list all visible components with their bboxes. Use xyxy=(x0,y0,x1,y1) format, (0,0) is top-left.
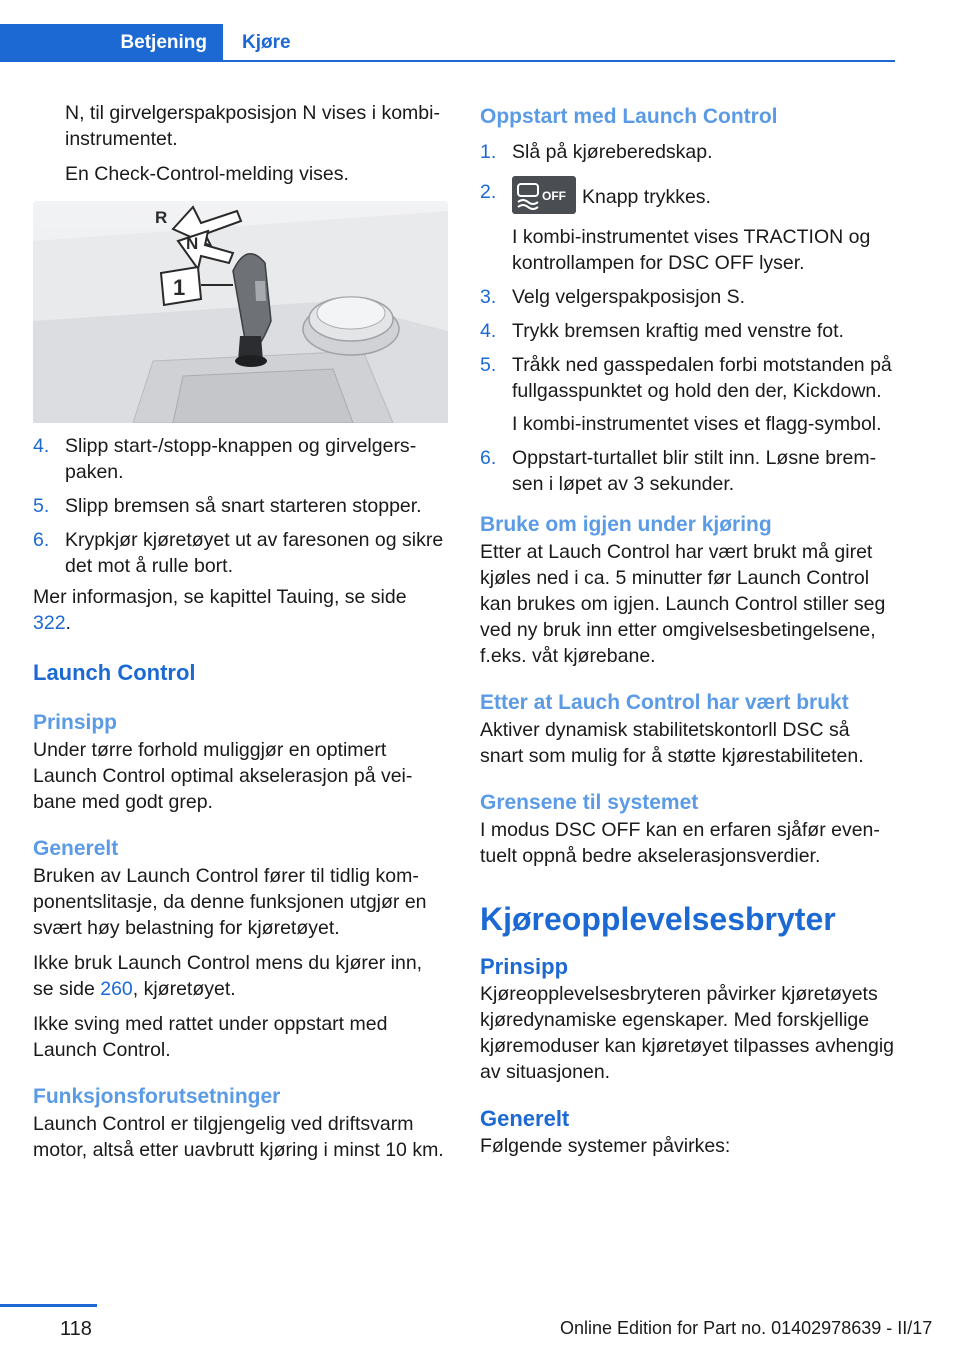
heading-funksjonsforutsetninger: Funksjonsforutsetninger xyxy=(33,1085,281,1108)
prinsipp-paragraph-2: Kjøreopplevelsesbryteren påvirker kjøretøyets kjøredynamiske egenskaper. Med forskjellige kjøremoduser kan kjøretøyet tilpasses avhengig av situasjonen. xyxy=(480,983,895,1083)
generelt-paragraph-right: Følgende systemer påvirkes: xyxy=(480,1135,731,1157)
list-item xyxy=(33,433,448,485)
step-number: 5. xyxy=(480,354,497,376)
step-number: 5. xyxy=(33,495,50,517)
prinsipp-paragraph: Under tørre forhold muliggjør en optimert Launch Control optimal akselerasjon på veibane med godt grep. xyxy=(33,739,413,813)
tab-betjening[interactable] xyxy=(0,24,223,62)
generelt-paragraph-3: Ikke sving med rattet under oppstart med Launch Control. xyxy=(33,1013,388,1061)
list-item xyxy=(33,493,448,519)
bruke-paragraph: Etter at Lauch Control har vært brukt må giret kjøles ned i ca. 5 minutter før Launch Control kan brukes om igjen. Launch Control stiller seg ved ny bruk inn etter omgivelsesbetingelsene, f.eks. våt kjørebane. xyxy=(480,541,886,667)
heading-prinsipp-2: Prinsipp xyxy=(480,954,569,979)
grensene-paragraph: I modus DSC OFF kan en erfaren sjåfør eventuelt oppnå bedre akselerasjonsverdier. xyxy=(480,819,880,867)
more-info-text: Mer informasjon, se kapittel Tauing, se side xyxy=(33,586,407,608)
list-item xyxy=(480,139,895,165)
callout-r: R xyxy=(155,208,168,227)
steps-list-right xyxy=(480,139,895,497)
etter-paragraph: Aktiver dynamisk stabilitetskontorll DSC så snart som mulig for å støtte kjørestabiliteten. xyxy=(480,719,864,767)
funksjon-paragraph: Launch Control er tilgjengelig ved driftsvarm motor, altså etter uavbrutt kjøring i minst 10 km. xyxy=(33,1113,444,1161)
step-text: Tråkk ned gasspedalen forbi motstanden på fullgasspunktet og hold den der, Kickdown. xyxy=(512,354,892,402)
step-number: 1. xyxy=(480,141,497,163)
step-text: Trykk bremsen kraftig med venstre fot. xyxy=(512,320,844,342)
list-item xyxy=(480,284,895,310)
gear-selector-illustration xyxy=(33,201,448,423)
tab-kjore-label: Kjøre xyxy=(242,32,291,53)
step-text: I kombi-instrumentet vises et flagg-symbol. xyxy=(512,413,882,435)
heading-prinsipp: Prinsipp xyxy=(33,711,118,734)
right-column xyxy=(480,100,895,1159)
heading-generelt-2: Generelt xyxy=(480,1106,570,1131)
page-link-322[interactable]: 322 xyxy=(33,612,66,634)
list-item xyxy=(480,179,895,276)
list-item xyxy=(480,352,895,437)
dsc-off-label: OFF xyxy=(542,189,566,203)
generelt-paragraph-2 xyxy=(33,950,448,1002)
step-number: 6. xyxy=(480,447,497,469)
left-column xyxy=(33,100,448,1163)
step-text: I kombi-instrumentet vises TRACTION og kontrollampen for DSC OFF lyser. xyxy=(512,226,871,274)
dsc-off-button-icon xyxy=(512,176,576,214)
heading-kjoreopplevelsesbryter: Kjøreopplevelsesbryter xyxy=(480,901,836,937)
tab-kjore[interactable] xyxy=(223,24,323,62)
intro-paragraph-2: En Check-Control-melding vises. xyxy=(65,163,349,185)
step-number: 4. xyxy=(33,435,50,457)
list-item xyxy=(480,445,895,497)
list-item xyxy=(33,527,448,579)
step-text: Oppstart-turtallet blir stilt inn. Løsne bremsen i løpet av 3 sekunder. xyxy=(512,447,877,495)
more-info-suffix: . xyxy=(65,612,71,634)
steps-list-left xyxy=(33,433,448,579)
heading-generelt: Generelt xyxy=(33,837,119,860)
step-text: Slå på kjøreberedskap. xyxy=(512,141,713,163)
callout-n: N xyxy=(186,234,199,253)
chapter-tab-bar xyxy=(0,0,895,62)
heading-etter-bruk: Etter at Lauch Control har vært brukt xyxy=(480,691,849,714)
footer-rule xyxy=(0,1304,97,1307)
heading-grensene: Grensene til systemet xyxy=(480,791,699,814)
heading-launch-control: Launch Control xyxy=(33,660,196,685)
step-text: Krypkjør kjøretøyet ut av faresonen og sikre det mot å rulle bort. xyxy=(65,529,444,577)
step-number: 6. xyxy=(33,529,50,551)
generelt-paragraph-1: Bruken av Launch Control fører til tidlig komponentslitasje, da denne funksjonen utgjør en svært høy belastning for kjøretøyet. xyxy=(33,865,427,939)
more-info-paragraph xyxy=(33,584,448,636)
edition-note: Online Edition for Part no. 01402978639 - II/17 xyxy=(560,1318,933,1338)
step-text xyxy=(512,179,895,217)
list-item xyxy=(480,318,895,344)
step-text: Slipp start-/stopp-knappen og girvelgerspaken. xyxy=(65,435,417,483)
heading-bruke-om-igjen: Bruke om igjen under kjøring xyxy=(480,513,772,536)
step-text: Slipp bremsen så snart starteren stopper. xyxy=(65,495,422,517)
callout-1: 1 xyxy=(173,275,186,300)
heading-oppstart: Oppstart med Launch Control xyxy=(480,105,778,128)
step-number: 2. xyxy=(480,181,497,203)
generelt-2-suffix: , kjøretøyet. xyxy=(132,978,236,1000)
step-line: Knapp trykkes. xyxy=(582,186,711,209)
generelt-2-text: Ikke bruk Launch Control mens du kjører inn, se side xyxy=(33,952,423,1000)
step-number: 3. xyxy=(480,286,497,308)
page-link-260[interactable]: 260 xyxy=(100,978,133,1000)
step-number: 4. xyxy=(480,320,497,342)
gear-selector-drawing xyxy=(33,201,448,423)
tab-betjening-label: Betjening xyxy=(120,32,207,53)
intro-paragraph-1: N, til girvelgerspakposisjon N vises i kombi-instrumentet. xyxy=(65,102,440,150)
page-number: 118 xyxy=(60,1318,92,1340)
step-text: Velg velgerspakposisjon S. xyxy=(512,286,746,308)
